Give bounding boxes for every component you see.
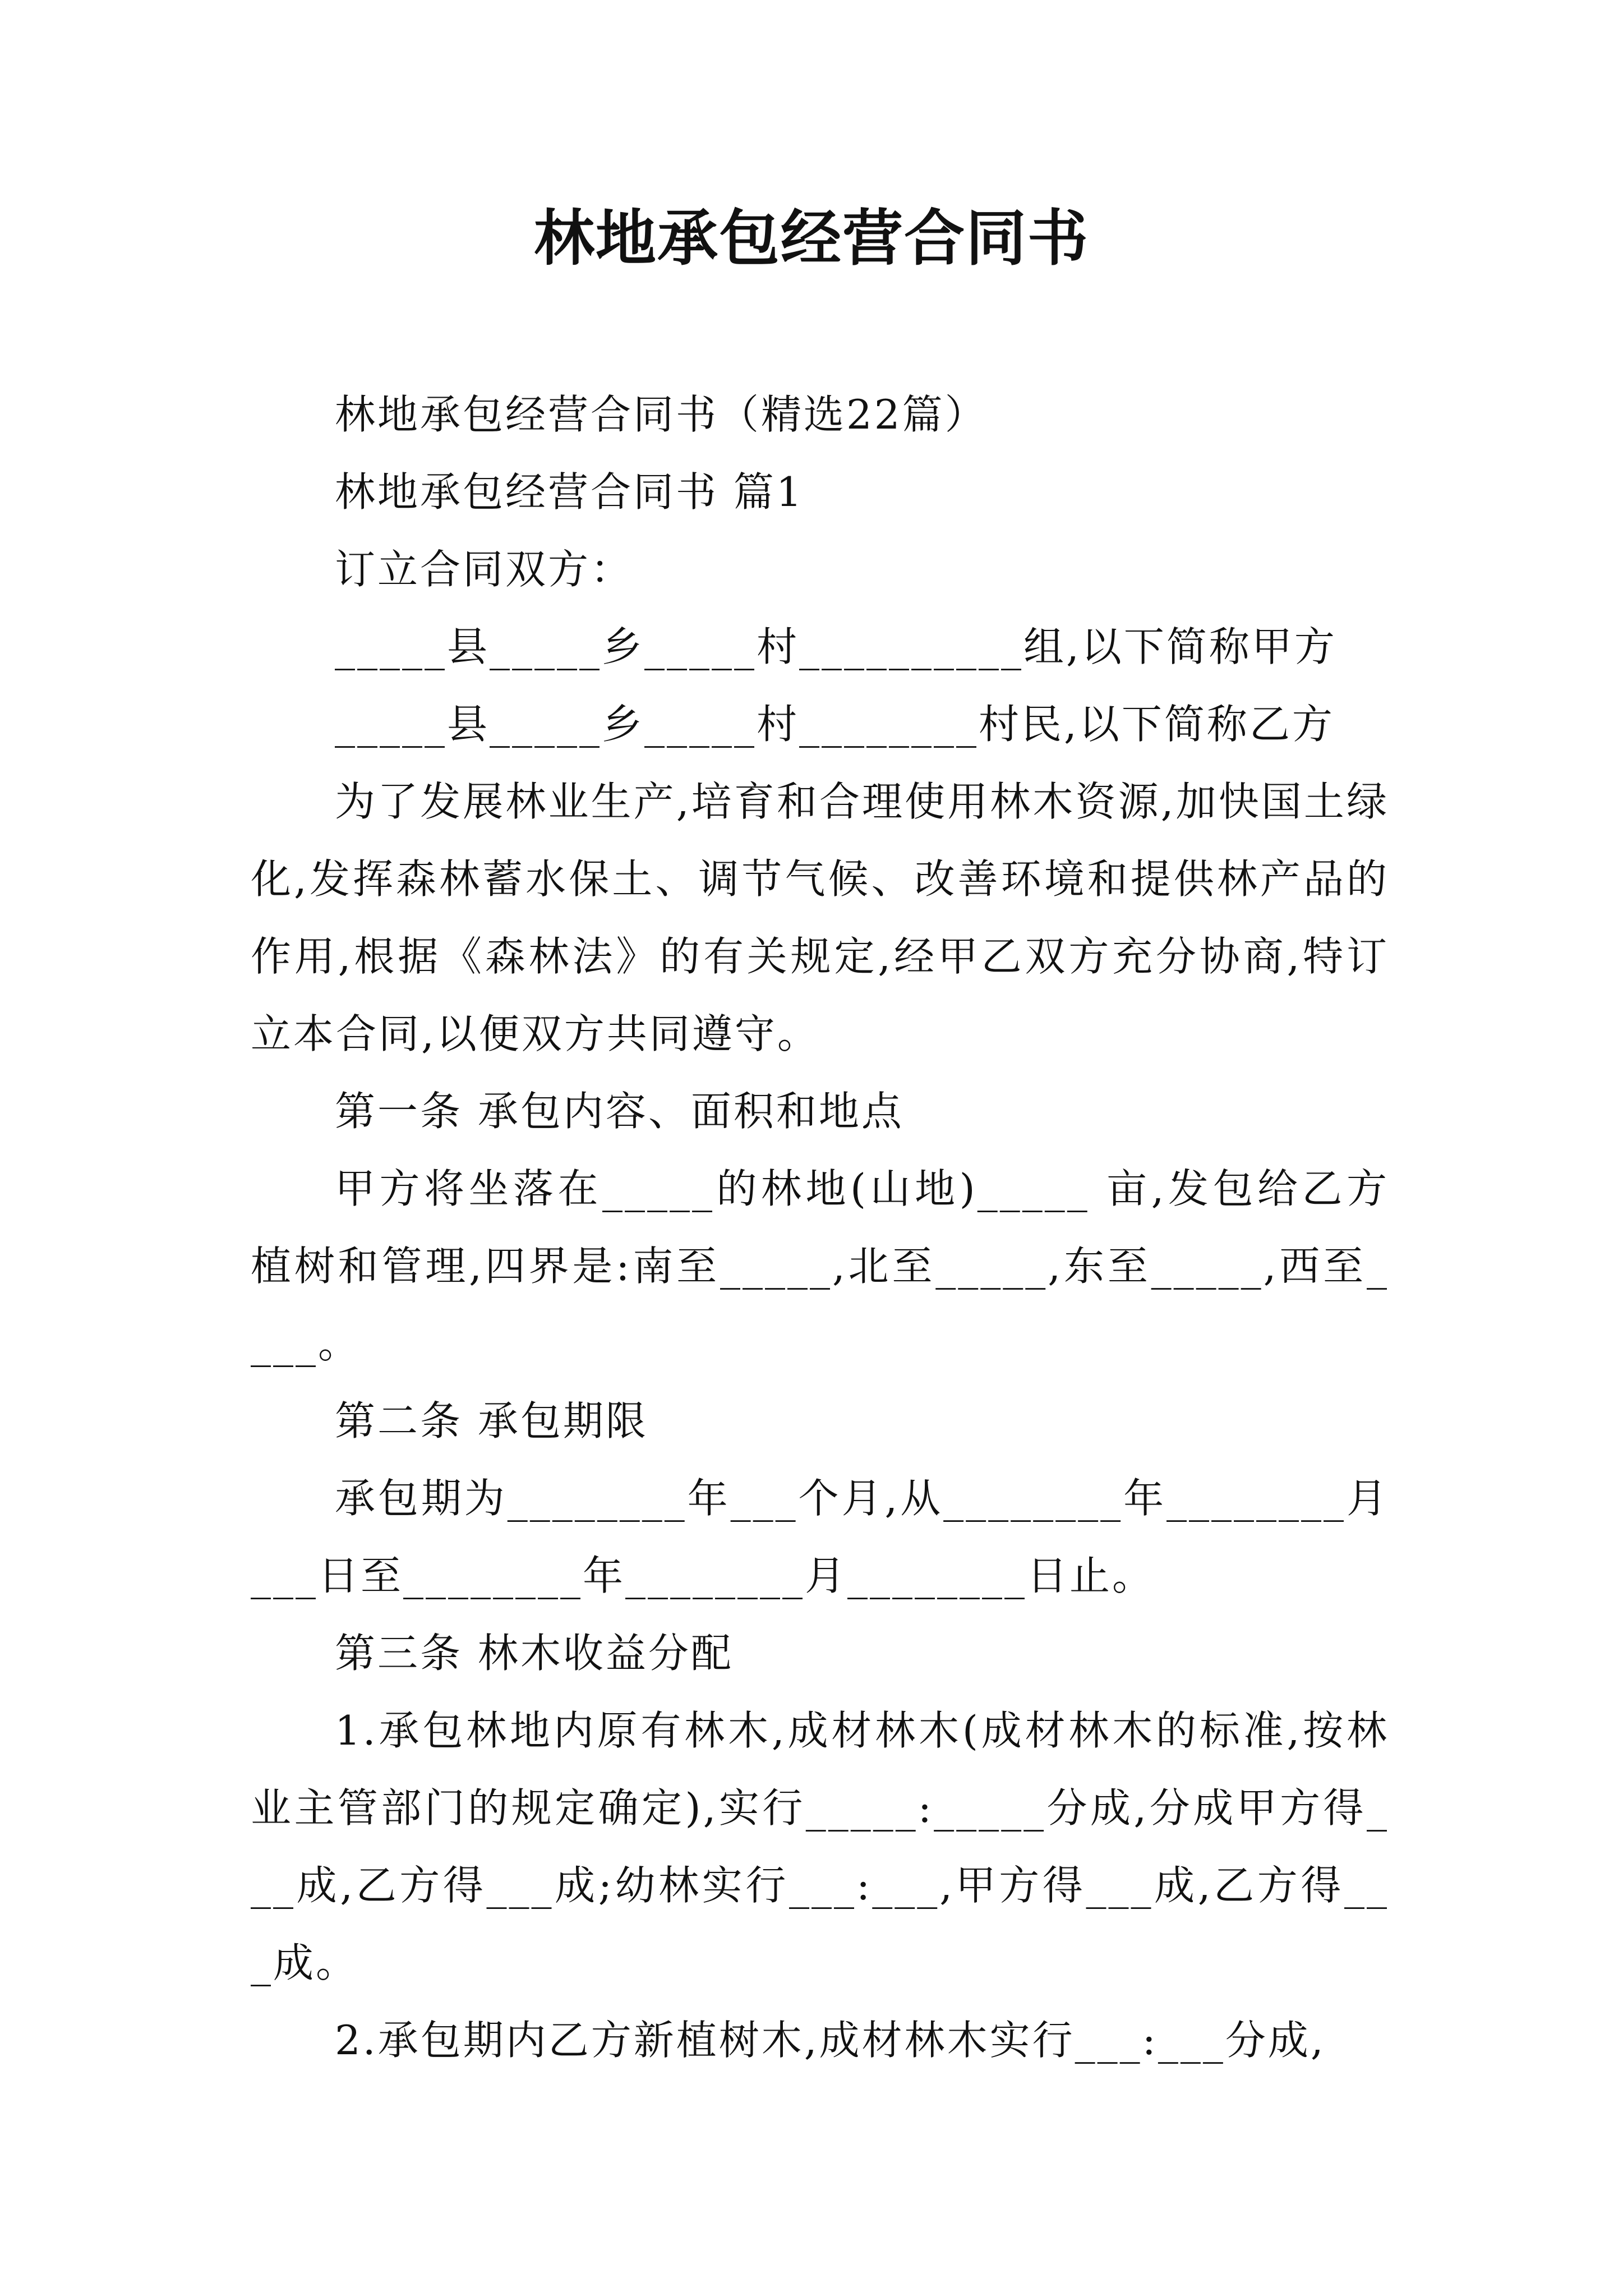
parties-label: 订立合同双方： <box>335 546 634 593</box>
article-1-body: 甲方将坐落在_____的林地(山地)_____ 亩,发包给乙方植树和管理,四界是:南至_____,北至_____,东至_____,西至____。 <box>251 1165 1389 1367</box>
preamble-paragraph: 为了发展林业生产,培育和合理使用林木资源,加快国土绿化,发挥森林蓄水保土、调节气候、改善环境和提供林产品的作用,根据《森林法》的有关规定,经甲乙双方充分协商,特订立本合同,以便双方共同遵守。 <box>251 778 1389 1057</box>
party-b-line: _____县_____乡_____村________村民,以下简称乙方 <box>335 701 1335 748</box>
article-1-heading: 第一条 承包内容、面积和地点 <box>335 1088 904 1135</box>
section-heading: 林地承包经营合同书 篇1 <box>335 468 804 516</box>
document-subtitle: 林地承包经营合同书（精选22篇） <box>335 391 988 438</box>
document-body <box>251 376 1389 2079</box>
article-3-heading: 第三条 林木收益分配 <box>335 1630 734 1677</box>
article-3-item-1: 1.承包林地内原有林木,成材林木(成材林木的标准,按林业主管部门的规定确定),实行_____:_____分成,分成甲方得___成,乙方得___成;幼林实行___:___,甲方得___成,乙方得___成。 <box>251 1707 1389 1986</box>
article-2-body: 承包期为________年___个月,从________年________月___日至________年________月________日止。 <box>251 1475 1389 1599</box>
article-3-item-2: 2.承包期内乙方新植树木,成材林木实行___:___分成, <box>335 2017 1326 2064</box>
document-title: 林地承包经营合同书 <box>533 203 1089 274</box>
article-2-heading: 第二条 承包期限 <box>335 1397 648 1444</box>
party-a-line: _____县_____乡_____村__________组,以下简称甲方 <box>335 623 1337 670</box>
